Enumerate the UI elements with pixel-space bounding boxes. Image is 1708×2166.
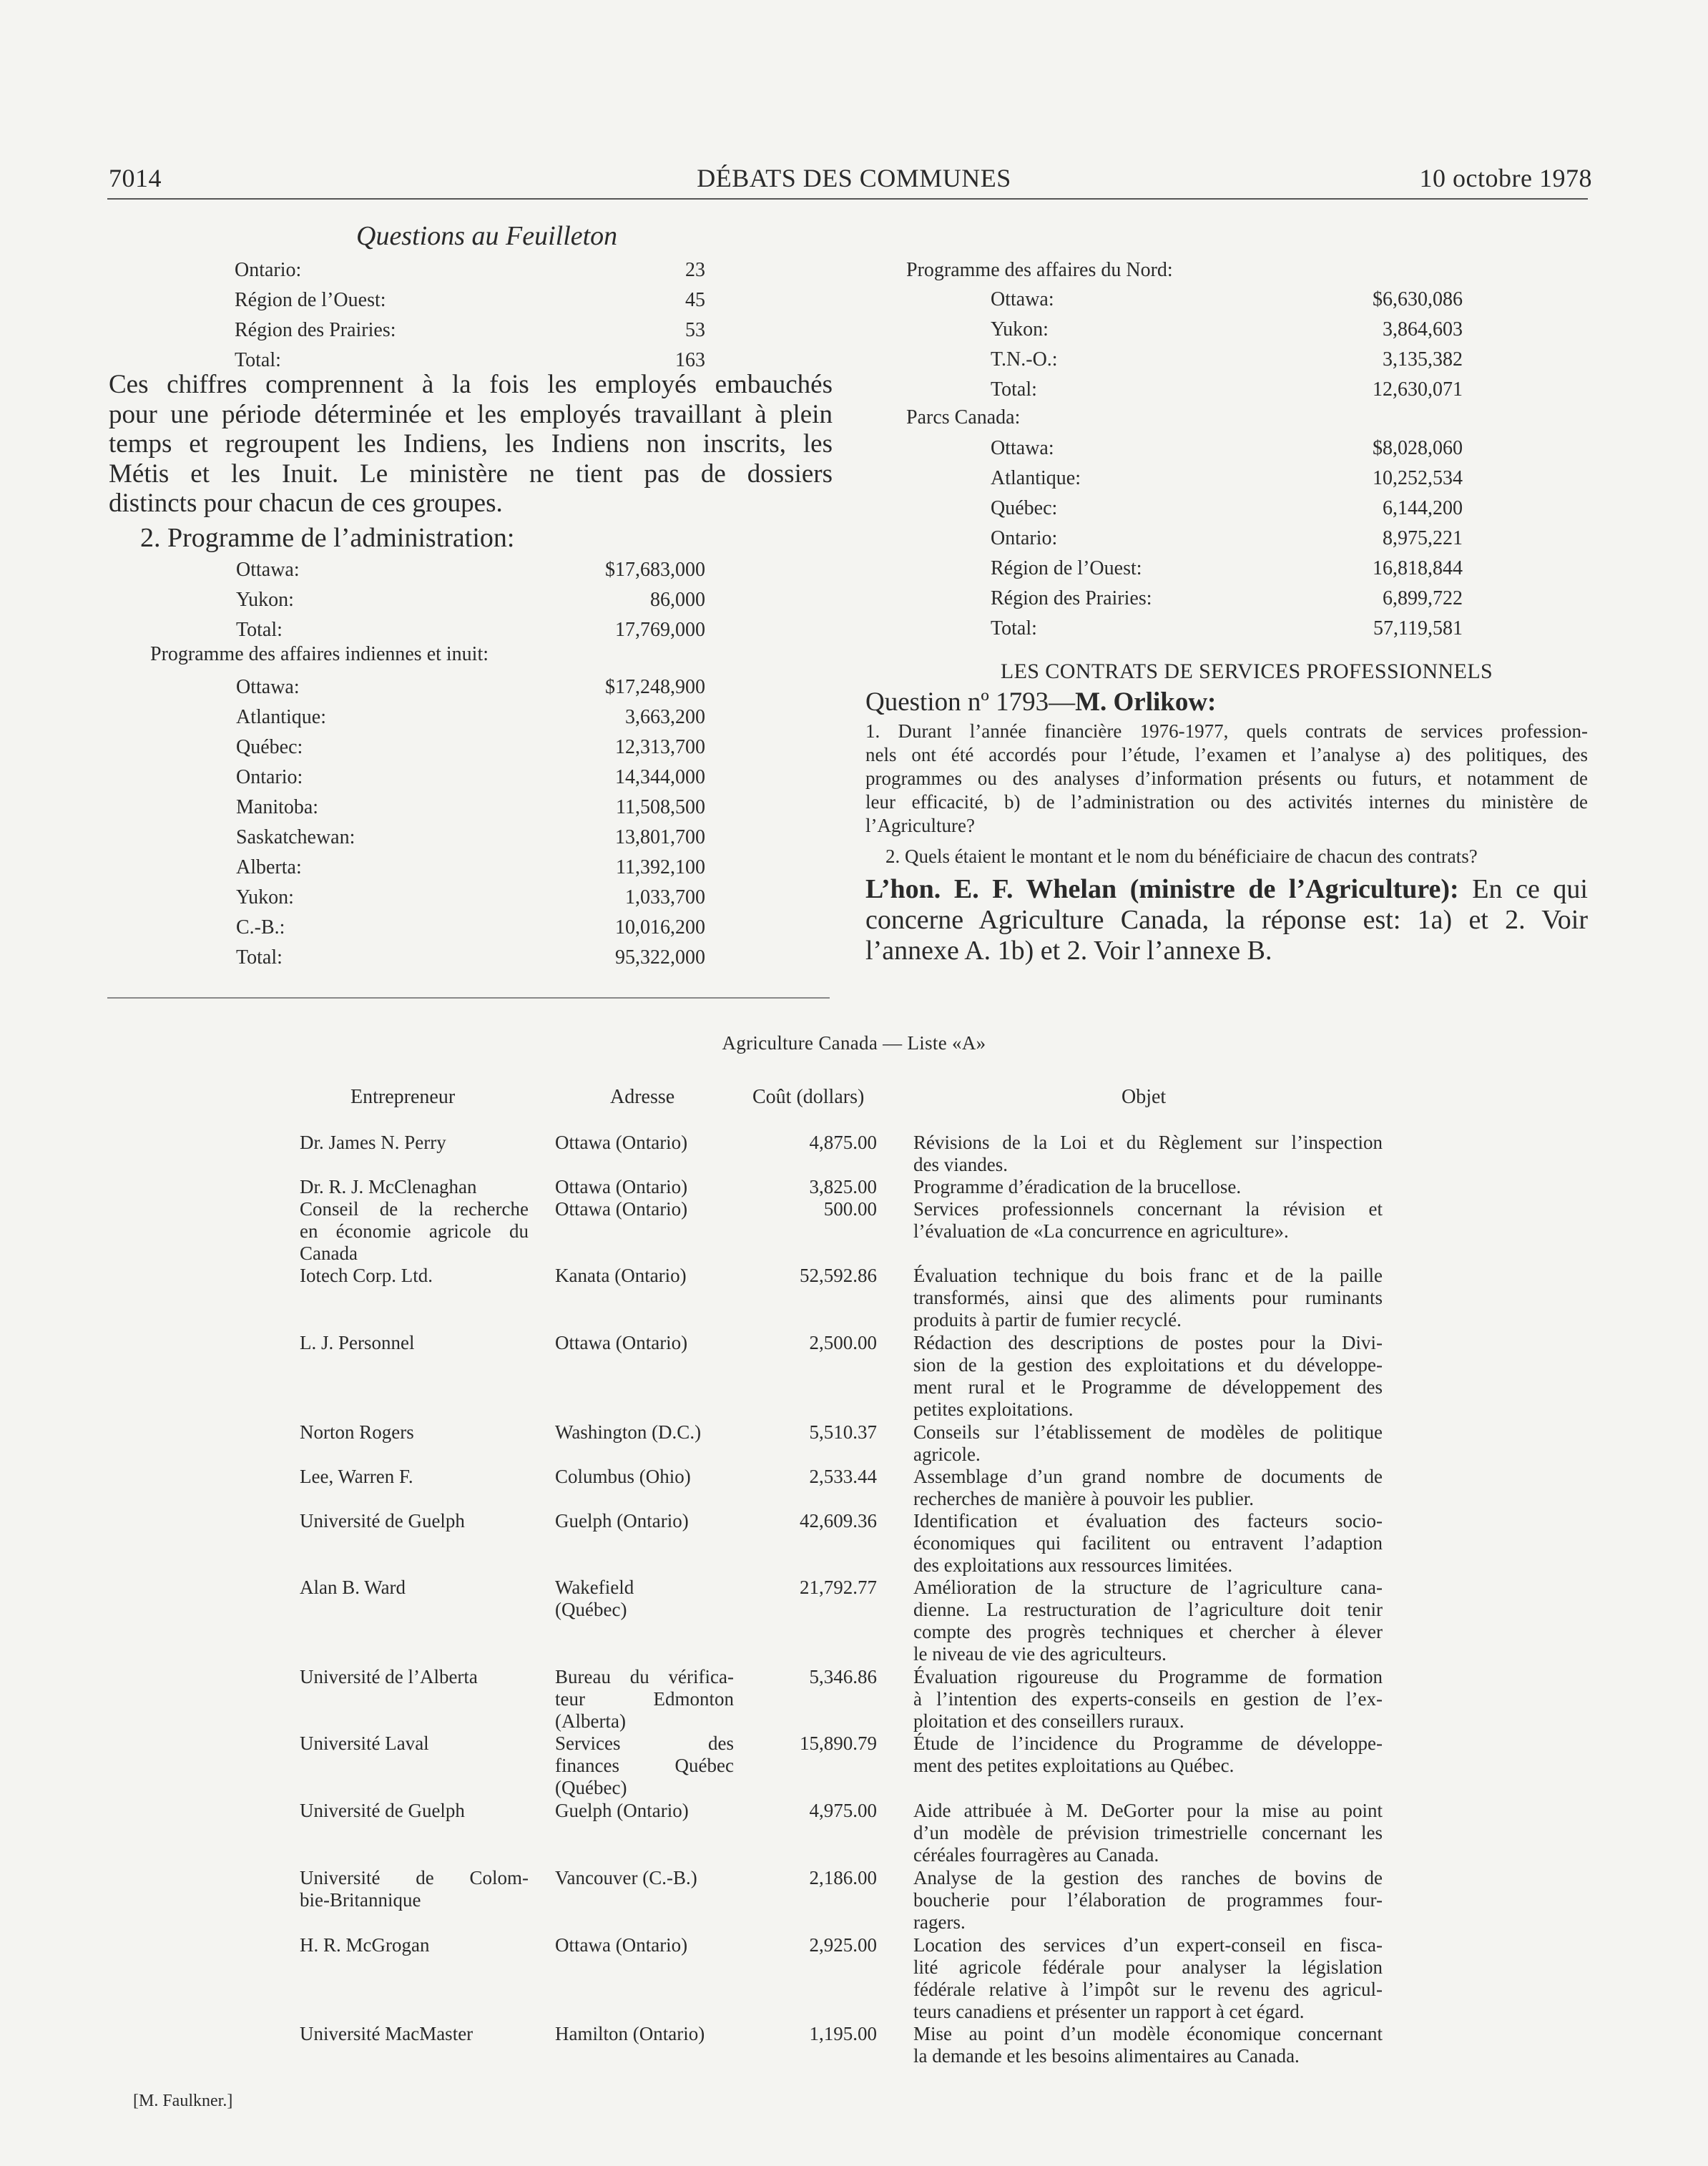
budget-row <box>236 943 705 973</box>
row-label: Région des Prairies: <box>235 319 396 341</box>
cell-objet <box>913 1198 1383 1243</box>
cell-entrepreneur <box>300 1198 529 1265</box>
row-label: Région de l’Ouest: <box>235 289 386 311</box>
column-header-entrepreneur: Entrepreneur <box>350 1086 456 1108</box>
cell-cout: 2,533.44 <box>809 1466 877 1487</box>
cell-objet-line: Rédaction des descriptions de postes pour la Divi- <box>913 1332 1383 1353</box>
row-label: Ottawa: <box>991 437 1054 459</box>
paragraph-line: temps et regroupent les Indiens, les Indiens non inscrits, les <box>109 429 833 459</box>
cell-objet-line: sion de la gestion des exploitations et du développe- <box>913 1354 1383 1376</box>
page-number: 7014 <box>109 164 162 192</box>
section-divider <box>107 997 830 999</box>
cell-objet-line: agricole. <box>913 1444 981 1465</box>
budget-row <box>991 433 1463 464</box>
cell-objet-line: Analyse de la gestion des ranches de bovins de <box>913 1867 1383 1888</box>
cell-objet-line: des exploitations aux ressources limitées. <box>913 1554 1233 1576</box>
cell-entrepreneur-line: Université de Guelph <box>300 1800 465 1821</box>
cell-objet-line: recherches de manière à pouvoir les publier. <box>913 1488 1255 1509</box>
cell-cout: 2,186.00 <box>809 1867 877 1888</box>
admin-program-heading: 2. Programme de l’administration: <box>140 523 515 553</box>
row-label: Alberta: <box>236 856 302 878</box>
paragraph-line: pour une période déterminée et les employés travaillant à plein <box>109 399 833 429</box>
cell-entrepreneur-line: Conseil de la recherche <box>300 1198 529 1220</box>
row-label: Québec: <box>991 497 1058 519</box>
cell-adresse <box>555 1176 734 1198</box>
cell-entrepreneur <box>300 1666 529 1688</box>
budget-row <box>991 345 1463 375</box>
cell-cout: 3,825.00 <box>809 1176 877 1197</box>
cell-objet-line: céréales fourragères au Canada. <box>913 1844 1159 1866</box>
cell-entrepreneur-line: bie-Britannique <box>300 1889 421 1911</box>
cell-objet-line: fédérale relative à l’impôt sur le revenu des agricul- <box>913 1979 1383 2000</box>
cell-objet-line: Amélioration de la structure de l’agriculture cana- <box>913 1577 1383 1598</box>
cell-adresse-line: Hamilton (Ontario) <box>555 2023 705 2044</box>
cell-objet-line: d’un modèle de prévision trimestrielle concernant les <box>913 1822 1383 1843</box>
header-rule <box>107 198 1588 200</box>
budget-row <box>236 585 705 615</box>
cell-adresse-line: Ottawa (Ontario) <box>555 1132 688 1153</box>
cell-objet <box>913 1332 1383 1421</box>
paragraph-line: Ces chiffres comprennent à la fois les employés embauchés <box>109 370 833 399</box>
cell-objet <box>913 1800 1383 1866</box>
row-value: $17,248,900 <box>605 676 705 698</box>
row-value: 95,322,000 <box>615 946 705 969</box>
row-value: 12,313,700 <box>615 736 705 758</box>
cell-adresse-line: Vancouver (C.-B.) <box>555 1867 697 1888</box>
row-label: Total: <box>991 617 1037 639</box>
cell-adresse-line: Guelph (Ontario) <box>555 1800 689 1821</box>
question-line: 1. Durant l’année financière 1976-1977, quels contrats de services profession- <box>865 720 1588 742</box>
cell-adresse-line: (Québec) <box>555 1599 627 1620</box>
cell-objet-line: dienne. La restructuration de l’agriculture doit tenir <box>913 1599 1383 1620</box>
budget-row <box>991 614 1463 644</box>
indian-program-heading: Programme des affaires indiennes et inuit: <box>150 643 489 665</box>
cell-adresse <box>555 2023 734 2045</box>
cell-entrepreneur <box>300 1733 529 1755</box>
row-label: C.-B.: <box>236 916 285 939</box>
budget-row <box>991 315 1463 345</box>
question-title <box>865 687 1216 717</box>
cell-entrepreneur-line: H. R. McGrogan <box>300 1934 430 1956</box>
cell-entrepreneur-line: Dr. James N. Perry <box>300 1132 446 1153</box>
cell-cout: 4,875.00 <box>809 1132 877 1153</box>
cell-adresse-line: teur Edmonton <box>555 1688 734 1710</box>
cell-adresse-line: finances Québec <box>555 1755 734 1776</box>
column-header-objet: Objet <box>1122 1086 1167 1108</box>
budget-row <box>991 524 1463 554</box>
cell-cout: 15,890.79 <box>800 1733 877 1754</box>
row-value: 8,975,221 <box>1383 527 1463 549</box>
cell-entrepreneur-line: Iotech Corp. Ltd. <box>300 1265 433 1286</box>
cell-adresse-line: Wakefield <box>555 1577 634 1598</box>
cell-objet-line: Évaluation rigoureuse du Programme de formation <box>913 1666 1383 1687</box>
cell-entrepreneur <box>300 1510 529 1532</box>
row-label: Yukon: <box>236 589 294 611</box>
row-value: 11,508,500 <box>616 796 705 818</box>
cell-objet <box>913 1867 1383 1934</box>
budget-row <box>236 732 705 763</box>
row-label: Yukon: <box>236 886 294 908</box>
cell-adresse-line: Kanata (Ontario) <box>555 1265 687 1286</box>
column-header-adresse: Adresse <box>610 1086 675 1108</box>
budget-row <box>236 853 705 883</box>
budget-row <box>991 285 1463 315</box>
cell-entrepreneur-line: Université de Guelph <box>300 1510 465 1532</box>
north-program-heading: Programme des affaires du Nord: <box>906 259 1173 281</box>
cell-adresse <box>555 1800 734 1822</box>
cell-objet-line: Identification et évaluation des facteurs socio- <box>913 1510 1383 1532</box>
indian-program-rows <box>236 672 705 973</box>
cell-adresse <box>555 1867 734 1889</box>
budget-row <box>991 494 1463 524</box>
budget-row <box>236 763 705 793</box>
cell-entrepreneur-line: Alan B. Ward <box>300 1577 406 1598</box>
row-value: 23 <box>685 259 705 281</box>
cell-adresse-line: Services des <box>555 1733 734 1754</box>
row-label: Atlantique: <box>236 706 326 728</box>
budget-row <box>236 913 705 943</box>
row-value: 6,144,200 <box>1383 497 1463 519</box>
budget-row <box>991 375 1463 405</box>
cell-objet-line: Assemblage d’un grand nombre de documents de <box>913 1466 1383 1487</box>
cell-entrepreneur <box>300 1421 529 1444</box>
cell-entrepreneur-line: Lee, Warren F. <box>300 1466 413 1487</box>
question-line: programmes ou des analyses d’information présents ou futurs, et notamment de <box>865 768 1588 789</box>
table-title: Agriculture Canada — Liste «A» <box>722 1032 986 1054</box>
count-row <box>235 255 705 285</box>
row-value: 1,033,700 <box>625 886 705 908</box>
cell-objet-line: produits à partir de fumier recyclé. <box>913 1309 1182 1331</box>
cell-objet <box>913 1176 1383 1198</box>
cell-objet <box>913 1421 1383 1466</box>
cell-objet <box>913 1577 1383 1665</box>
cell-objet-line: à l’intention des experts-conseils en gestion de l’ex- <box>913 1688 1383 1710</box>
cell-objet-line: la demande et les besoins alimentaires au Canada. <box>913 2045 1300 2067</box>
cell-cout: 21,792.77 <box>800 1577 877 1598</box>
budget-row <box>236 615 705 645</box>
cell-adresse-line: (Québec) <box>555 1777 627 1798</box>
cell-objet-line: Conseils sur l’établissement de modèles de politique <box>913 1421 1383 1443</box>
row-value: 86,000 <box>650 589 705 611</box>
answer-line: L’hon. E. F. Whelan (ministre de l’Agriculture): En ce qui <box>865 874 1588 904</box>
cell-objet-line: ragers. <box>913 1911 966 1933</box>
parks-heading: Parcs Canada: <box>906 406 1021 428</box>
budget-row <box>991 584 1463 614</box>
answer-text <box>865 874 1588 966</box>
cell-objet-line: boucherie pour l’élaboration de programmes four- <box>913 1889 1383 1911</box>
cell-objet-line: Aide attribuée à M. DeGorter pour la mise au point <box>913 1800 1383 1821</box>
cell-objet <box>913 1934 1383 2023</box>
budget-row <box>236 555 705 585</box>
admin-program-rows <box>236 555 705 645</box>
paragraph-line: Métis et les Inuit. Le ministère ne tient pas de dossiers <box>109 459 833 489</box>
cell-cout: 4,975.00 <box>809 1800 877 1821</box>
cell-adresse <box>555 1466 734 1488</box>
cell-cout: 1,195.00 <box>809 2023 877 2044</box>
row-value: 57,119,581 <box>1373 617 1463 639</box>
row-value: 16,818,844 <box>1373 557 1463 579</box>
cell-objet <box>913 1510 1383 1577</box>
row-label: Région de l’Ouest: <box>991 557 1142 579</box>
cell-adresse <box>555 1265 734 1287</box>
row-label: Yukon: <box>991 318 1049 340</box>
row-label: Atlantique: <box>991 467 1081 489</box>
cell-objet <box>913 2023 1383 2067</box>
question-line: leur efficacité, b) de l’administration ou des activités internes du ministère de <box>865 791 1588 813</box>
answer-line: concerne Agriculture Canada, la réponse est: 1a) et 2. Voir <box>865 905 1588 935</box>
cell-adresse-line: Ottawa (Ontario) <box>555 1176 688 1197</box>
row-value: 10,016,200 <box>615 916 705 939</box>
cell-adresse <box>555 1198 734 1220</box>
row-label: T.N.-O.: <box>991 348 1058 371</box>
row-label: Total: <box>235 349 281 371</box>
cell-objet <box>913 1666 1383 1733</box>
cell-entrepreneur <box>300 1176 529 1198</box>
cell-objet-line: Révisions de la Loi et du Règlement sur l’inspection <box>913 1132 1383 1153</box>
cell-adresse-line: Bureau du vérifica- <box>555 1666 734 1687</box>
count-row <box>235 315 705 346</box>
row-value: $6,630,086 <box>1373 288 1463 310</box>
row-label: Ontario: <box>991 527 1058 549</box>
row-value: 14,344,000 <box>615 766 705 788</box>
row-value: 11,392,100 <box>616 856 705 878</box>
cell-adresse <box>555 1577 734 1621</box>
cell-entrepreneur-line: Université Laval <box>300 1733 429 1754</box>
cell-objet <box>913 1132 1383 1176</box>
cell-cout: 500.00 <box>823 1198 877 1220</box>
cell-adresse <box>555 1934 734 1956</box>
question-part-2: 2. Quels étaient le montant et le nom du bénéficiaire de chacun des contrats? <box>885 846 1478 867</box>
row-label: Région des Prairies: <box>991 587 1152 609</box>
cell-adresse <box>555 1733 734 1799</box>
section-title: Questions au Feuilleton <box>356 221 618 251</box>
cell-adresse-line: Columbus (Ohio) <box>555 1466 691 1487</box>
row-value: 45 <box>685 289 705 311</box>
cell-entrepreneur-line: Université de l’Alberta <box>300 1666 478 1687</box>
row-value: 163 <box>675 349 705 371</box>
cell-adresse <box>555 1332 734 1354</box>
cell-objet-line: Services professionnels concernant la révision et <box>913 1198 1383 1220</box>
cell-objet-line: compte des progrès techniques et chercher à élever <box>913 1621 1383 1642</box>
cell-cout: 2,925.00 <box>809 1934 877 1956</box>
cell-objet-line: Évaluation technique du bois franc et de la paille <box>913 1265 1383 1286</box>
budget-row <box>991 554 1463 584</box>
cell-adresse-line: (Alberta) <box>555 1710 626 1732</box>
row-label: Ontario: <box>236 766 303 788</box>
row-label: Manitoba: <box>236 796 319 818</box>
cell-objet-line: le niveau de vie des agriculteurs. <box>913 1643 1167 1665</box>
paragraph-line: distincts pour chacun de ces groupes. <box>109 489 503 518</box>
cell-objet-line: Étude de l’incidence du Programme de développe- <box>913 1733 1383 1754</box>
cell-cout: 52,592.86 <box>800 1265 877 1286</box>
cell-cout: 2,500.00 <box>809 1332 877 1353</box>
row-label: Ottawa: <box>236 676 300 698</box>
footer-speaker: [M. Faulkner.] <box>133 2092 233 2110</box>
cell-entrepreneur <box>300 1132 529 1154</box>
cell-objet-line: Programme d’éradication de la brucellose. <box>913 1176 1242 1197</box>
column-header-cout: Coût (dollars) <box>752 1086 865 1108</box>
cell-entrepreneur-line: L. J. Personnel <box>300 1332 415 1353</box>
cell-entrepreneur <box>300 1867 529 1911</box>
cell-adresse-line: Guelph (Ontario) <box>555 1510 689 1532</box>
row-label: Total: <box>236 946 283 969</box>
cell-entrepreneur <box>300 1265 529 1287</box>
cell-entrepreneur-line: Université MacMaster <box>300 2023 473 2044</box>
cell-objet-line: teurs canadiens et présenter un rapport à cet égard. <box>913 2001 1305 2022</box>
row-label: Saskatchewan: <box>236 826 355 848</box>
cell-objet-line: ploitation et des conseillers ruraux. <box>913 1710 1184 1732</box>
count-row <box>235 285 705 315</box>
cell-cout: 42,609.36 <box>800 1510 877 1532</box>
cell-entrepreneur <box>300 1466 529 1488</box>
cell-entrepreneur <box>300 1934 529 1956</box>
cell-objet <box>913 1733 1383 1777</box>
cell-objet-line: petites exploitations. <box>913 1398 1074 1420</box>
publication-title: DÉBATS DES COMMUNES <box>697 164 1011 192</box>
question-title-text: Question nº 1793—M. Orlikow: <box>865 687 1217 717</box>
cell-entrepreneur-line: Dr. R. J. McClenaghan <box>300 1176 477 1197</box>
cell-adresse <box>555 1132 734 1154</box>
row-label: Total: <box>236 619 283 641</box>
cell-objet-line: ment rural et le Programme de développement des <box>913 1376 1383 1398</box>
cell-objet-line: Location des services d’un expert-conseil en fisca- <box>913 1934 1383 1956</box>
row-label: Total: <box>991 378 1037 401</box>
cell-entrepreneur <box>300 1577 529 1599</box>
cell-adresse <box>555 1510 734 1532</box>
cell-adresse-line: Ottawa (Ontario) <box>555 1332 688 1353</box>
parks-rows <box>991 433 1463 644</box>
cell-entrepreneur <box>300 2023 529 2045</box>
row-value: 17,769,000 <box>615 619 705 641</box>
cell-entrepreneur <box>300 1332 529 1354</box>
row-value: 12,630,071 <box>1373 378 1463 401</box>
budget-row <box>991 464 1463 494</box>
budget-row <box>236 793 705 823</box>
cell-objet-line: des viandes. <box>913 1154 1008 1175</box>
row-value: 13,801,700 <box>615 826 705 848</box>
row-value: 3,864,603 <box>1383 318 1463 340</box>
cell-objet-line: l’évaluation de «La concurrence en agriculture». <box>913 1220 1289 1242</box>
cell-cout: 5,510.37 <box>809 1421 877 1443</box>
cell-objet <box>913 1265 1383 1331</box>
budget-row <box>236 672 705 702</box>
cell-objet-line: Mise au point d’un modèle économique concernant <box>913 2023 1383 2044</box>
cell-entrepreneur-line: Université de Colom- <box>300 1867 529 1888</box>
question-text <box>865 720 1588 838</box>
cell-adresse <box>555 1666 734 1733</box>
row-label: Québec: <box>236 736 303 758</box>
cell-adresse <box>555 1421 734 1444</box>
contracts-heading: LES CONTRATS DE SERVICES PROFESSIONNELS <box>1000 660 1493 683</box>
row-label: Ontario: <box>235 259 302 281</box>
row-value: 6,899,722 <box>1383 587 1463 609</box>
cell-objet-line: transformés, ainsi que des aliments pour ruminants <box>913 1287 1383 1308</box>
cell-objet-line: économiques qui facilitent ou entravent l’adaption <box>913 1532 1383 1554</box>
question-line: l’Agriculture? <box>865 815 975 836</box>
employee-counts <box>235 255 705 376</box>
page-date: 10 octobre 1978 <box>1419 164 1592 192</box>
cell-entrepreneur <box>300 1800 529 1822</box>
cell-objet-line: ment des petites exploitations au Québec. <box>913 1755 1235 1776</box>
row-label: Ottawa: <box>991 288 1054 310</box>
cell-objet-line: lité agricole fédérale pour analyser la législation <box>913 1956 1383 1978</box>
row-value: 3,663,200 <box>625 706 705 728</box>
budget-row <box>236 883 705 913</box>
answer-line: l’annexe A. 1b) et 2. Voir l’annexe B. <box>865 936 1272 966</box>
question-line: nels ont été accordés pour l’étude, l’examen et l’analyse a) des politiques, des <box>865 744 1588 765</box>
row-value: 53 <box>685 319 705 341</box>
budget-row <box>236 702 705 732</box>
cell-adresse-line: Ottawa (Ontario) <box>555 1198 688 1220</box>
budget-row <box>236 823 705 853</box>
employee-paragraph <box>109 370 833 519</box>
row-label: Ottawa: <box>236 559 300 581</box>
cell-objet <box>913 1466 1383 1510</box>
row-value: 10,252,534 <box>1373 467 1463 489</box>
cell-entrepreneur-line: en économie agricole du <box>300 1220 529 1242</box>
row-value: 3,135,382 <box>1383 348 1463 371</box>
row-value: $8,028,060 <box>1373 437 1463 459</box>
row-value: $17,683,000 <box>605 559 705 581</box>
cell-entrepreneur-line: Canada <box>300 1243 358 1264</box>
north-program-rows <box>991 285 1463 405</box>
cell-cout: 5,346.86 <box>809 1666 877 1687</box>
cell-adresse-line: Ottawa (Ontario) <box>555 1934 688 1956</box>
cell-entrepreneur-line: Norton Rogers <box>300 1421 414 1443</box>
cell-adresse-line: Washington (D.C.) <box>555 1421 702 1443</box>
